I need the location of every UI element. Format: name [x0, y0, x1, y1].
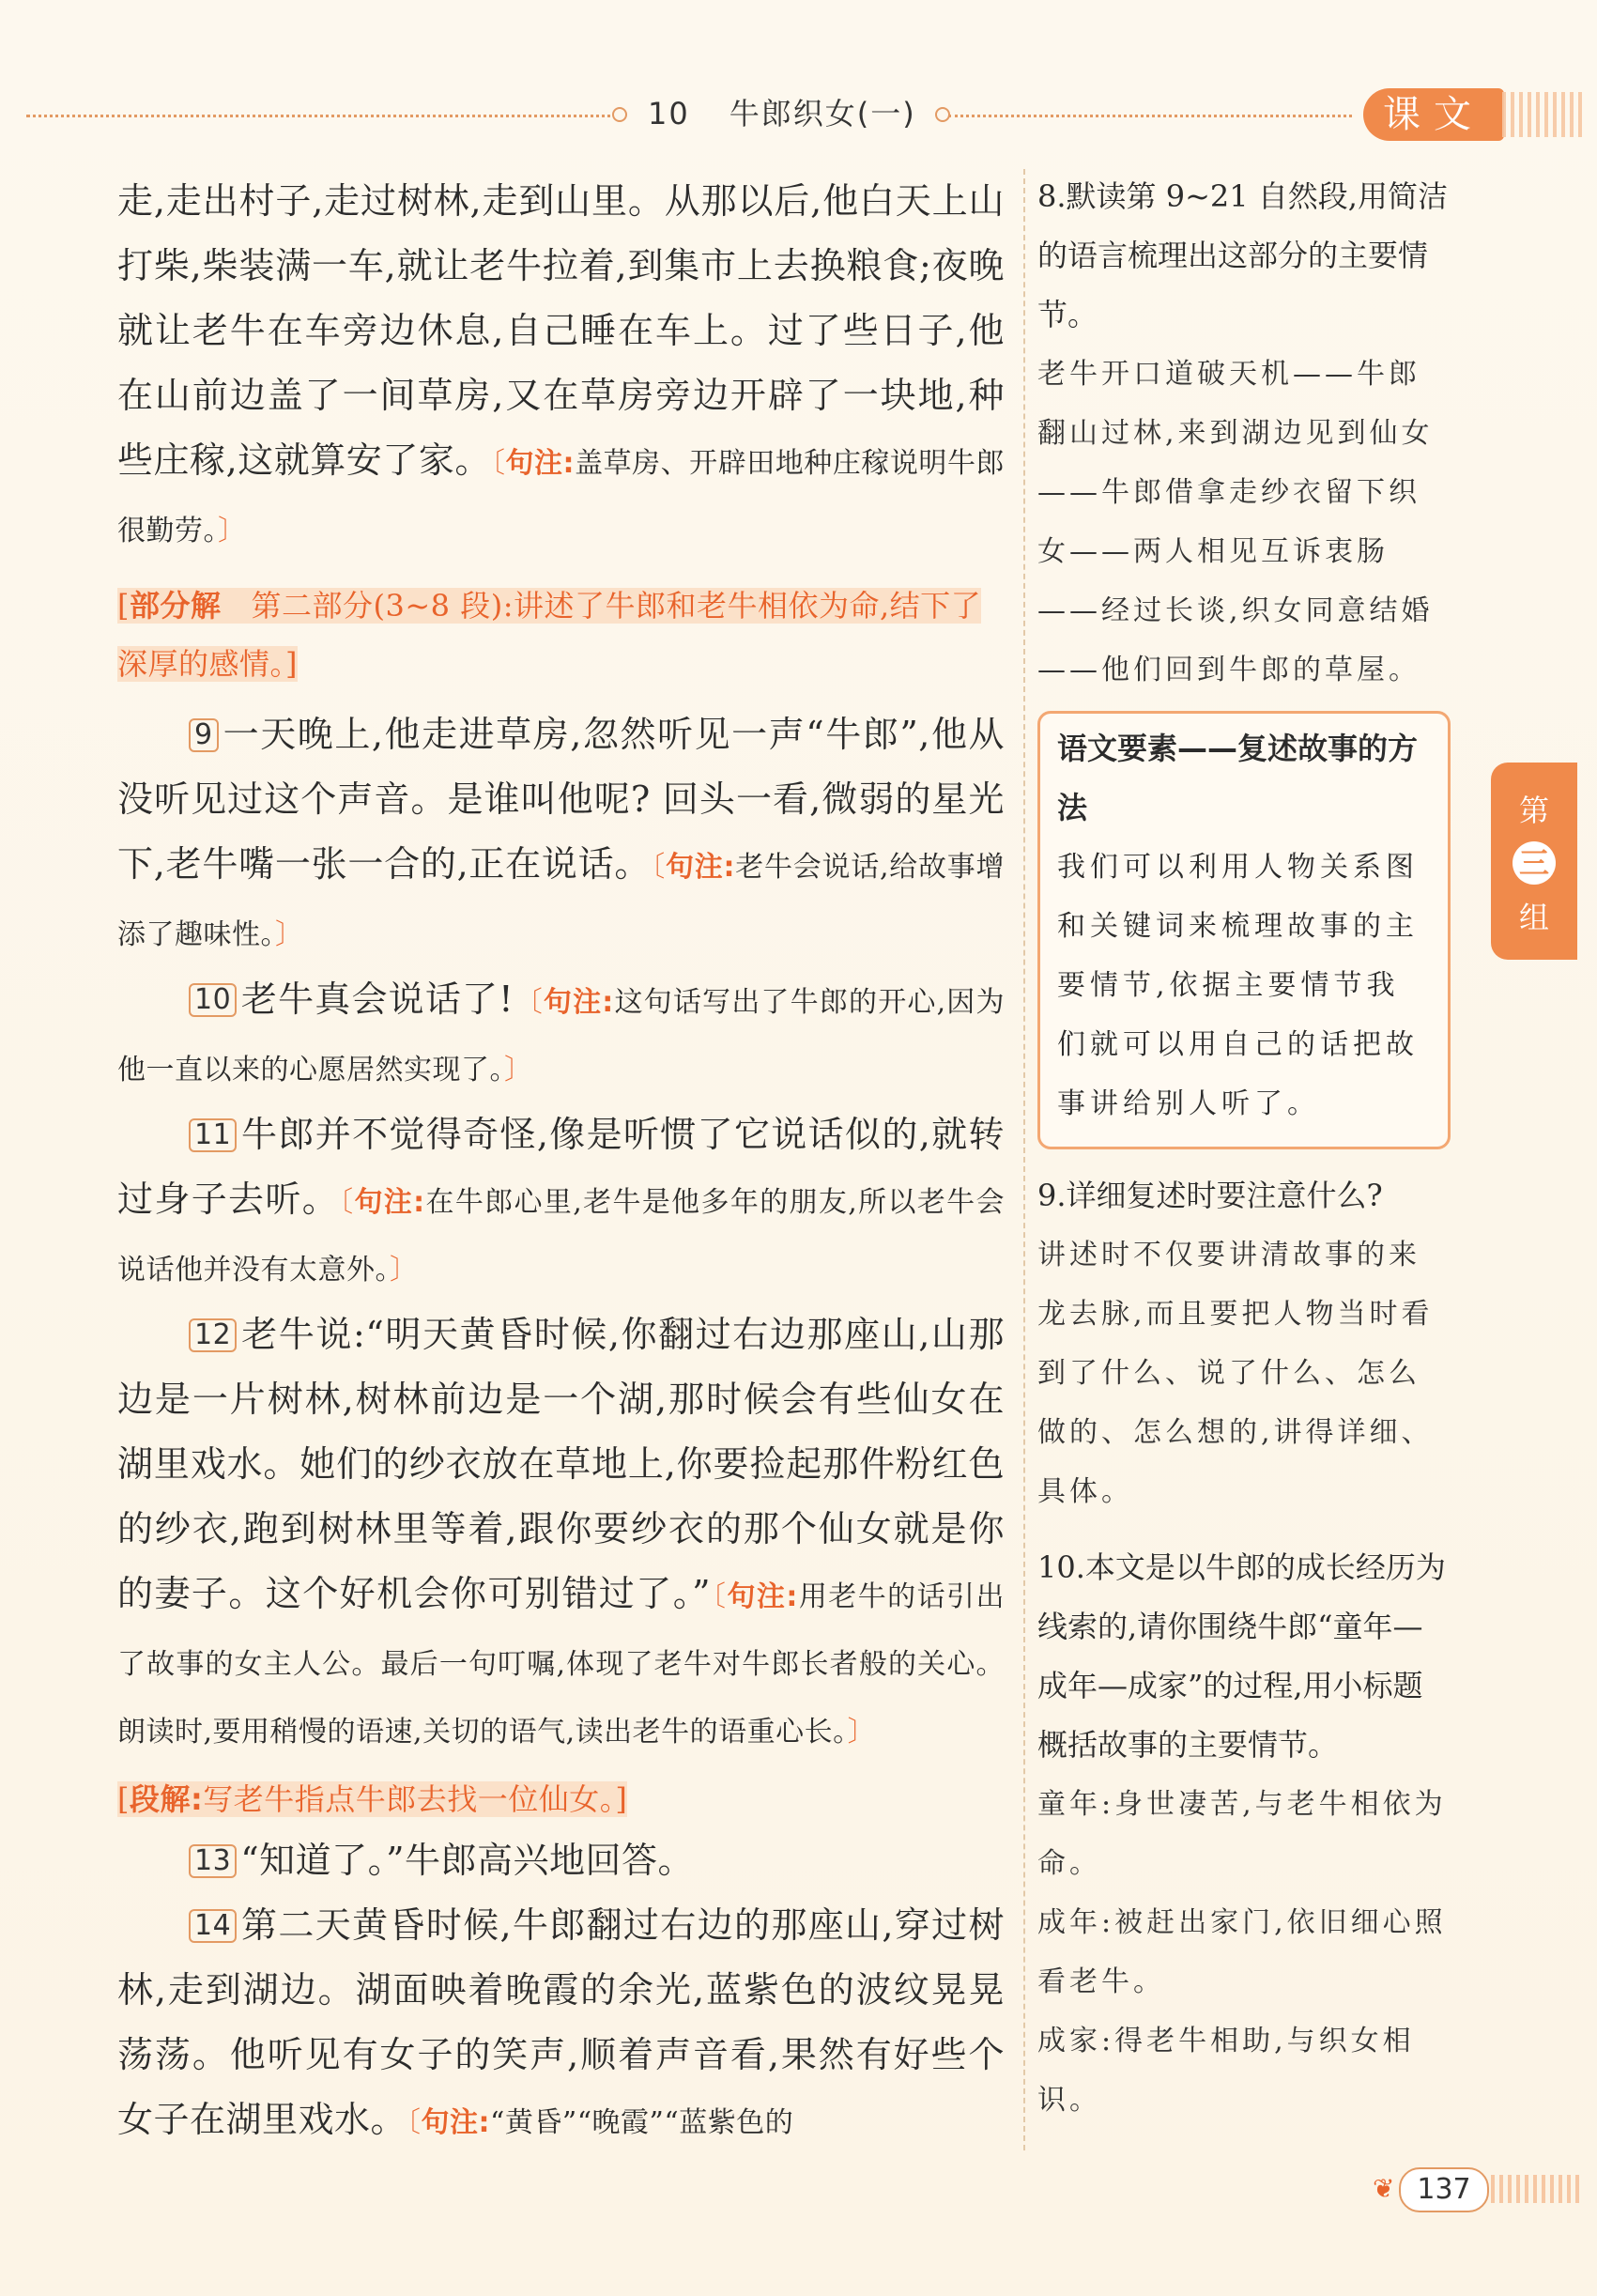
header-dot-left — [612, 107, 627, 122]
note-label: 句注: — [421, 2106, 491, 2139]
note-intro: 〔句注:盖草房、开辟田地种庄稼说明牛郎很勤劳。〕 — [117, 447, 1005, 547]
paragraph-number: 13 — [189, 1844, 237, 1878]
note-label: 句注: — [665, 851, 735, 884]
note-text: 这句话写出了牛郎的开心,因为他一直以来的心愿居然实现了。 — [117, 986, 1006, 1086]
paragraph-number: 12 — [189, 1318, 237, 1352]
column-divider — [1023, 169, 1025, 2150]
page-number: 137 — [1399, 2167, 1489, 2212]
note-9: 〔句注:老牛会说话,给故事增添了趣味性。〕 — [117, 851, 1005, 951]
paragraph-intro — [117, 169, 1005, 563]
paragraph-number: 14 — [189, 1909, 237, 1943]
answer-8: 老牛开口道破天机——牛郎翻山过林,来到湖边见到仙女——牛郎借拿走纱衣留下织女——两人相见互诉衷肠——经过长谈,织女同意结婚——他们回到牛郎的草屋。 — [1037, 358, 1434, 686]
lesson-title: 牛郎织女(一) — [729, 96, 916, 131]
segment-analysis: [段解:写老牛指点牛郎去找一位仙女。] — [117, 1781, 628, 1817]
header-rule-left — [26, 115, 618, 117]
paragraph-11 — [117, 1102, 1005, 1302]
note-14: 〔句注:“黄昏”“晚霞”“蓝紫色的 — [407, 2106, 794, 2139]
paragraph-13 — [117, 1828, 1005, 1893]
unit-tab-line1: 第 — [1518, 793, 1549, 828]
answer-10-childhood: 童年:身世凄苦,与老牛相依为命。 — [1037, 1788, 1447, 1880]
leaf-icon: ❦ — [1373, 2173, 1395, 2204]
method-box — [1037, 711, 1451, 1149]
note-label: 句注: — [354, 1186, 425, 1219]
unit-side-tab — [1491, 763, 1577, 960]
paragraph-number: 11 — [189, 1118, 237, 1152]
note-label: 句注: — [505, 447, 576, 480]
note-text: 老牛会说话,给故事增添了趣味性。 — [117, 851, 1005, 951]
note-11: 〔句注:在牛郎心里,老牛是他多年的朋友,所以老牛会说话他并没有太意外。〕 — [117, 1186, 1006, 1287]
main-text-column — [117, 169, 1005, 2155]
lesson-number: 10 — [648, 96, 690, 131]
note-text: 盖草房、开辟田地种庄稼说明牛郎很勤劳。 — [117, 447, 1005, 547]
paragraph-intro-text: 走,走出村子,走过树林,走到山里。从那以后,他白天上山打柴,柴装满一车,就让老牛拉着,到集市上去换粮食;夜晚就让老牛在车旁边休息,自己睡在车上。过了些日子,他在山前边盖了一间草房,又在草房旁边开辟了一块地,种些庄稼,这就算安了家。 — [117, 180, 1005, 481]
section-tab-stripes — [1502, 92, 1587, 137]
paragraph-10 — [117, 967, 1005, 1102]
paragraph-text: 第二天黄昏时候,牛郎翻过右边的那座山,穿过树林,走到湖边。湖面映着晚霞的余光,蓝紫色的波纹晃晃荡荡。他听见有女子的笑声,顺着声音看,果然有好些个女子在湖里戏水。 — [117, 1904, 1005, 2140]
answer-10-adulthood: 成年:被赶出家门,依旧细心照看老牛。 — [1037, 1906, 1447, 1998]
paragraph-number: 9 — [189, 718, 219, 752]
paragraph-text: “知道了。”牛郎高兴地回答。 — [240, 1840, 695, 1881]
method-box-title: 语文要素——复述故事的方法 — [1057, 731, 1419, 825]
paragraph-text: 老牛真会说话了! — [240, 978, 514, 1020]
note-text: 在牛郎心里,老牛是他多年的朋友,所以老牛会说话他并没有太意外。 — [117, 1186, 1006, 1287]
page-header — [648, 90, 956, 133]
note-label: 句注: — [543, 986, 614, 1019]
method-box-body: 我们可以利用人物关系图和关键词来梳理故事的主要情节,依据主要情节我们就可以用自己的话把故事讲给别人听了。 — [1057, 851, 1419, 1120]
question-10: 10.本文是以牛郎的成长经历为线索的,请你围绕牛郎“童年—成年—成家”的过程,用小标题概括故事的主要情节。 — [1037, 1549, 1446, 1763]
paragraph-text: 老牛说:“明天黄昏时候,你翻过右边那座山,山那边是一片树林,树林前边是一个湖,那时候会有些仙女在湖里戏水。她们的纱衣放在草地上,你要捡起那件粉红色的纱衣,跑到树林里等着,跟你要纱衣的那个仙女就是你的妻子。这个好机会你可别错过了。” — [117, 1314, 1005, 1614]
part-analysis-label: 部分解 — [129, 588, 222, 624]
part-analysis-text: 第二部分(3~8 段):讲述了牛郎和老牛相依为命,结下了深厚的感情。 — [117, 588, 982, 682]
page-number-stripes — [1491, 2175, 1581, 2203]
part-analysis: [部分解 第二部分(3~8 段):讲述了牛郎和老牛相依为命,结下了深厚的感情。] — [117, 588, 982, 682]
question-9: 9.详细复述时要注意什么? — [1037, 1178, 1383, 1213]
paragraph-14 — [117, 1893, 1005, 2155]
paragraph-text: 一天晚上,他走进草房,忽然听见一声“牛郎”,他从没听见过这个声音。是谁叫他呢? 回头一看,微弱的星光下,老牛嘴一张一合的,正在说话。 — [117, 714, 1005, 885]
note-label: 句注: — [727, 1580, 798, 1613]
unit-tab-line3: 组 — [1518, 900, 1549, 935]
sidebar-column — [1037, 167, 1451, 2130]
answer-10-family: 成家:得老牛相助,与织女相识。 — [1037, 2025, 1415, 2117]
segment-analysis-text: 写老牛指点牛郎去找一位仙女。 — [203, 1781, 616, 1817]
unit-tab-number: 三 — [1513, 841, 1556, 885]
note-12: 〔句注:用老牛的话引出了故事的女主人公。最后一句叮嘱,体现了老牛对牛郎长者般的关心。朗读时,要用稍慢的语速,关切的语气,读出老牛的语重心长。〕 — [117, 1580, 1006, 1749]
segment-analysis-label: 段解: — [129, 1781, 204, 1817]
paragraph-number: 10 — [189, 983, 237, 1017]
note-text: “黄昏”“晚霞”“蓝紫色的 — [490, 2106, 794, 2139]
paragraph-text: 牛郎并不觉得奇怪,像是听惯了它说话似的,就转过身子去听。 — [117, 1114, 1005, 1220]
answer-9: 讲述时不仅要讲清故事的来龙去脉,而且要把人物当时看到了什么、说了什么、怎么做的、怎么想的,讲得详细、具体。 — [1037, 1239, 1434, 1508]
header-rule-right — [948, 115, 1352, 117]
paragraph-9 — [117, 702, 1005, 967]
note-text: 用老牛的话引出了故事的女主人公。最后一句叮嘱,体现了老牛对牛郎长者般的关心。朗读时,要用稍慢的语速,关切的语气,读出老牛的语重心长。 — [117, 1580, 1006, 1749]
question-8: 8.默读第 9~21 自然段,用简洁的语言梳理出这部分的主要情节。 — [1037, 178, 1448, 332]
section-tab: 课文 — [1363, 88, 1504, 141]
paragraph-12 — [117, 1302, 1005, 1764]
note-10: 〔句注:这句话写出了牛郎的开心,因为他一直以来的心愿居然实现了。〕 — [117, 986, 1006, 1086]
